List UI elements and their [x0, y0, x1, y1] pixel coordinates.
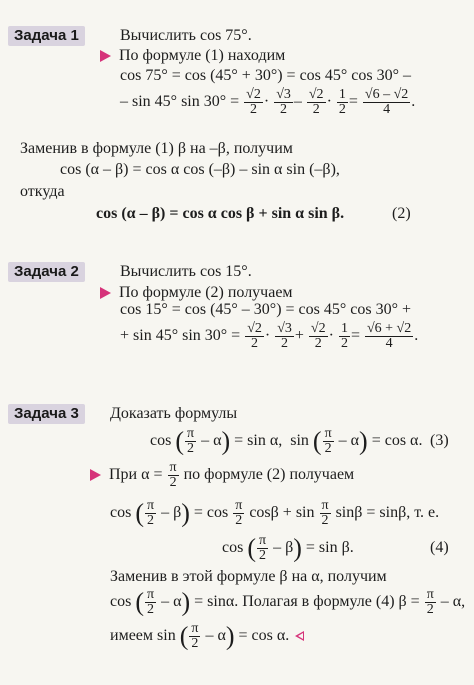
- task-1-intro: [100, 47, 285, 65]
- task-1-line2: – sin 45° sin 30° = $\frac{√2}{2}$ · $\frac{√3}{2}$ – $\frac{√2}{2}$ · $\frac{1}{2}$ = $\frac{√6 - √2}{4}$ .: [120, 86, 416, 117]
- task-3-imeem-line: имеем sin ( $\frac{\pi}{2}$ – α) = cos α.: [110, 618, 304, 654]
- formulas-3: cos ( $\frac{\pi}{2}$ – α) = sin α, sin ( $\frac{\pi}{2}$ – α) = cos α.: [150, 425, 423, 456]
- formula-4: cos ( $\frac{\pi}{2}$ – β) = sin β.: [222, 532, 354, 563]
- fraction: $\frac{√2}{2}$: [310, 320, 326, 351]
- task-1-line2-start: – sin 45° sin 30° =: [120, 93, 240, 110]
- triangle-marker-icon: [90, 469, 101, 481]
- task-3-badge: Задача 3: [8, 404, 85, 424]
- fraction: $\frac{1}{2}$: [340, 320, 348, 351]
- fraction: $\frac{√6 - √2}{4}$: [364, 86, 409, 117]
- fraction: $\frac{√2}{2}$: [247, 320, 262, 351]
- formula-3-number: (3): [430, 432, 449, 449]
- formula-2: cos (α – β) = cos α cos β + sin α sin β.: [96, 205, 345, 222]
- task-1-badge: Задача 1: [8, 26, 85, 46]
- task-2-line2: + sin 45° sin 30° = $\frac{√2}{2}$ · $\frac{√3}{2}$ + $\frac{√2}{2}$ · $\frac{1}{2}$ = $\frac{√6 + √2}{4}$ .: [120, 320, 419, 351]
- formula-4-number: (4): [430, 539, 449, 556]
- task-2-badge: Задача 2: [8, 262, 85, 282]
- derivation-line1: Заменив в формуле (1) β на –β, получим: [20, 140, 293, 157]
- fraction: $\frac{√2}{2}$: [246, 86, 261, 117]
- triangle-marker-icon: [100, 50, 111, 62]
- task-3-line1: cos ( $\frac{\pi}{2}$ – β) = cos $\frac{\pi}{2}$ cosβ + sin $\frac{\pi}{2}$ sinβ = sinβ, т. е.: [110, 497, 440, 528]
- end-marker-icon: [295, 631, 304, 641]
- fraction: $\frac{√3}{2}$: [276, 86, 291, 117]
- task-1-intro-text: По формуле (1) находим: [119, 47, 286, 64]
- task-1-line1: cos 75° = cos (45° + 30°) = cos 45° cos 30° –: [120, 67, 412, 84]
- task-2-line2-start: + sin 45° sin 30° =: [120, 327, 241, 344]
- task-3-intro: При α = $\frac{\pi}{2}$ по формуле (2) получаем: [90, 460, 354, 490]
- fraction: $\frac{√2}{2}$: [308, 86, 324, 117]
- task-3-polagaya-line: cos ( $\frac{\pi}{2}$ – α) = sinα. Полагая в формуле (4) β = $\frac{\pi}{2}$ – α,: [110, 586, 466, 617]
- derivation-line2: cos (α – β) = cos α cos (–β) – sin α sin (–β),: [60, 161, 340, 178]
- task-2-line1: cos 15° = cos (45° – 30°) = cos 45° cos 30° +: [120, 301, 412, 318]
- task-2-title: Вычислить cos 15°.: [120, 263, 252, 280]
- derivation-line3: откуда: [20, 183, 65, 200]
- triangle-marker-icon: [100, 287, 111, 299]
- task-2-intro-text: По формуле (2) получаем: [119, 284, 293, 301]
- fraction: $\frac{1}{2}$: [338, 86, 346, 117]
- task-1-title: Вычислить cos 75°.: [120, 27, 252, 44]
- task-3-replace-line: Заменив в этой формуле β на α, получим: [110, 568, 387, 585]
- task-3-title: Доказать формулы: [110, 405, 238, 422]
- fraction: $\frac{√3}{2}$: [277, 320, 292, 351]
- task-2-intro: [100, 284, 293, 302]
- fraction: $\frac{√6 + √2}{4}$: [366, 320, 412, 351]
- formula-2-number: (2): [392, 205, 411, 222]
